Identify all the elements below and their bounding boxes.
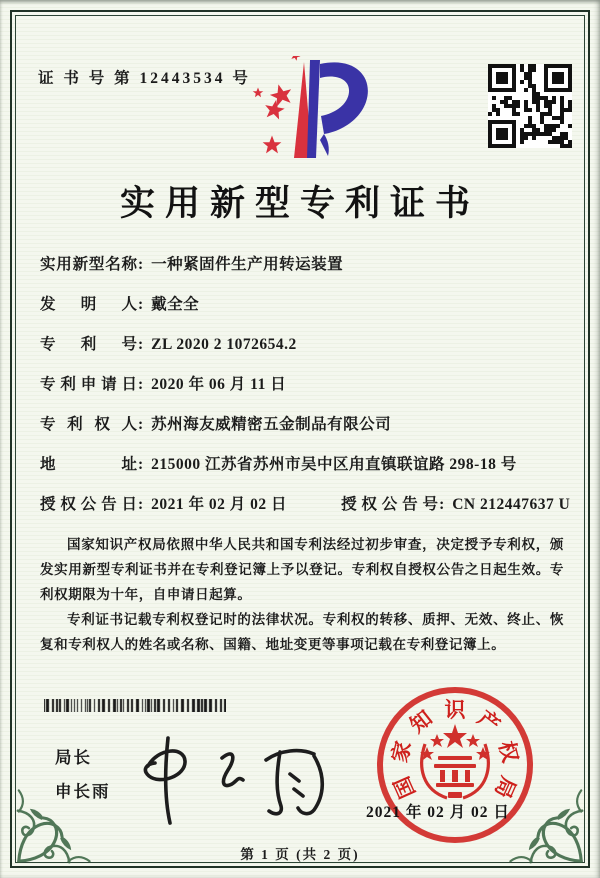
field-row-patentee (40, 412, 564, 452)
field-value: CN 212447637 U (452, 496, 571, 513)
certificate-title: 实用新型专利证书 (119, 184, 480, 223)
certificate-number: 证 书 号 第 12443534 号 (38, 70, 251, 87)
field-label: 专利权人 (40, 416, 137, 433)
field-row-patent-number (40, 332, 564, 372)
field-value: ZL 2020 2 1072654.2 (151, 336, 297, 353)
cnipa-logo-icon (228, 56, 380, 166)
barcode-icon (44, 699, 226, 712)
grant-date-group (40, 492, 287, 514)
seal-date: 2021 年 02 月 02 日 (366, 804, 510, 821)
field-colon: : (138, 456, 144, 473)
grant-statement (40, 532, 564, 657)
handwritten-signature (118, 726, 350, 828)
field-colon: : (138, 336, 144, 353)
field-row-name (40, 252, 564, 292)
field-row-filing-date (40, 372, 564, 412)
issuer-position-label: 局长 (55, 748, 92, 767)
page-number-footer: 第 1 页 (共 2 页) (240, 847, 360, 862)
field-label: 专利号 (40, 336, 137, 353)
field-value: 215000 江苏省苏州市吴中区甪直镇联谊路 298-18 号 (151, 456, 517, 473)
field-label: 实用新型名称 (40, 256, 137, 273)
corner-flourish-icon (16, 772, 108, 864)
statement-paragraph-2: 专利证书记载专利权登记时的法律状况。专利权的转移、质押、无效、终止、恢复和专利权人的姓名或名称、国籍、地址变更等事项记载在专利登记簿上。 (40, 612, 564, 652)
qr-code-icon (488, 64, 572, 148)
field-value: 2020 年 06 月 11 日 (151, 376, 287, 393)
corner-flourish-icon (492, 772, 584, 864)
field-value: 戴全全 (151, 296, 200, 313)
field-label: 授权公告日 (40, 496, 137, 513)
field-colon: : (138, 496, 144, 513)
field-row-address (40, 452, 564, 492)
field-row-grant (40, 492, 571, 532)
field-colon: : (138, 296, 144, 313)
field-colon: : (138, 376, 144, 393)
seal-ring-char: 知 (405, 705, 437, 738)
field-label: 发明人 (40, 296, 137, 313)
issuer-name-label: 申长雨 (55, 782, 111, 801)
seal-ring-char: 识 (444, 698, 466, 722)
field-label: 地址 (40, 456, 137, 473)
statement-paragraph-1: 国家知识产权局依照中华人民共和国专利法经过初步审查，决定授予专利权，颁发实用新型专利证书并在专利登记簿上予以登记。专利权自授权公告之日起生效。专利权期限为十年，自申请日起算。 (40, 537, 564, 602)
seal-ring-char: 国 (389, 772, 420, 802)
field-colon: : (439, 496, 445, 513)
field-value: 2021 年 02 月 02 日 (151, 496, 288, 513)
field-colon: : (138, 256, 144, 273)
field-row-inventor (40, 292, 564, 332)
field-list (40, 252, 571, 532)
field-label: 专利申请日 (40, 376, 137, 393)
field-value: 苏州海友威精密五金制品有限公司 (151, 416, 392, 433)
field-label: 授权公告号 (341, 496, 439, 513)
seal-ring-char: 局 (490, 772, 521, 802)
seal-ring-char: 产 (473, 705, 505, 738)
field-value: 一种紧固件生产用转运装置 (151, 256, 344, 273)
seal-ring-char: 权 (494, 738, 523, 765)
seal-ring-char: 家 (387, 738, 416, 765)
grant-number-group (341, 492, 570, 514)
field-colon: : (138, 416, 144, 433)
